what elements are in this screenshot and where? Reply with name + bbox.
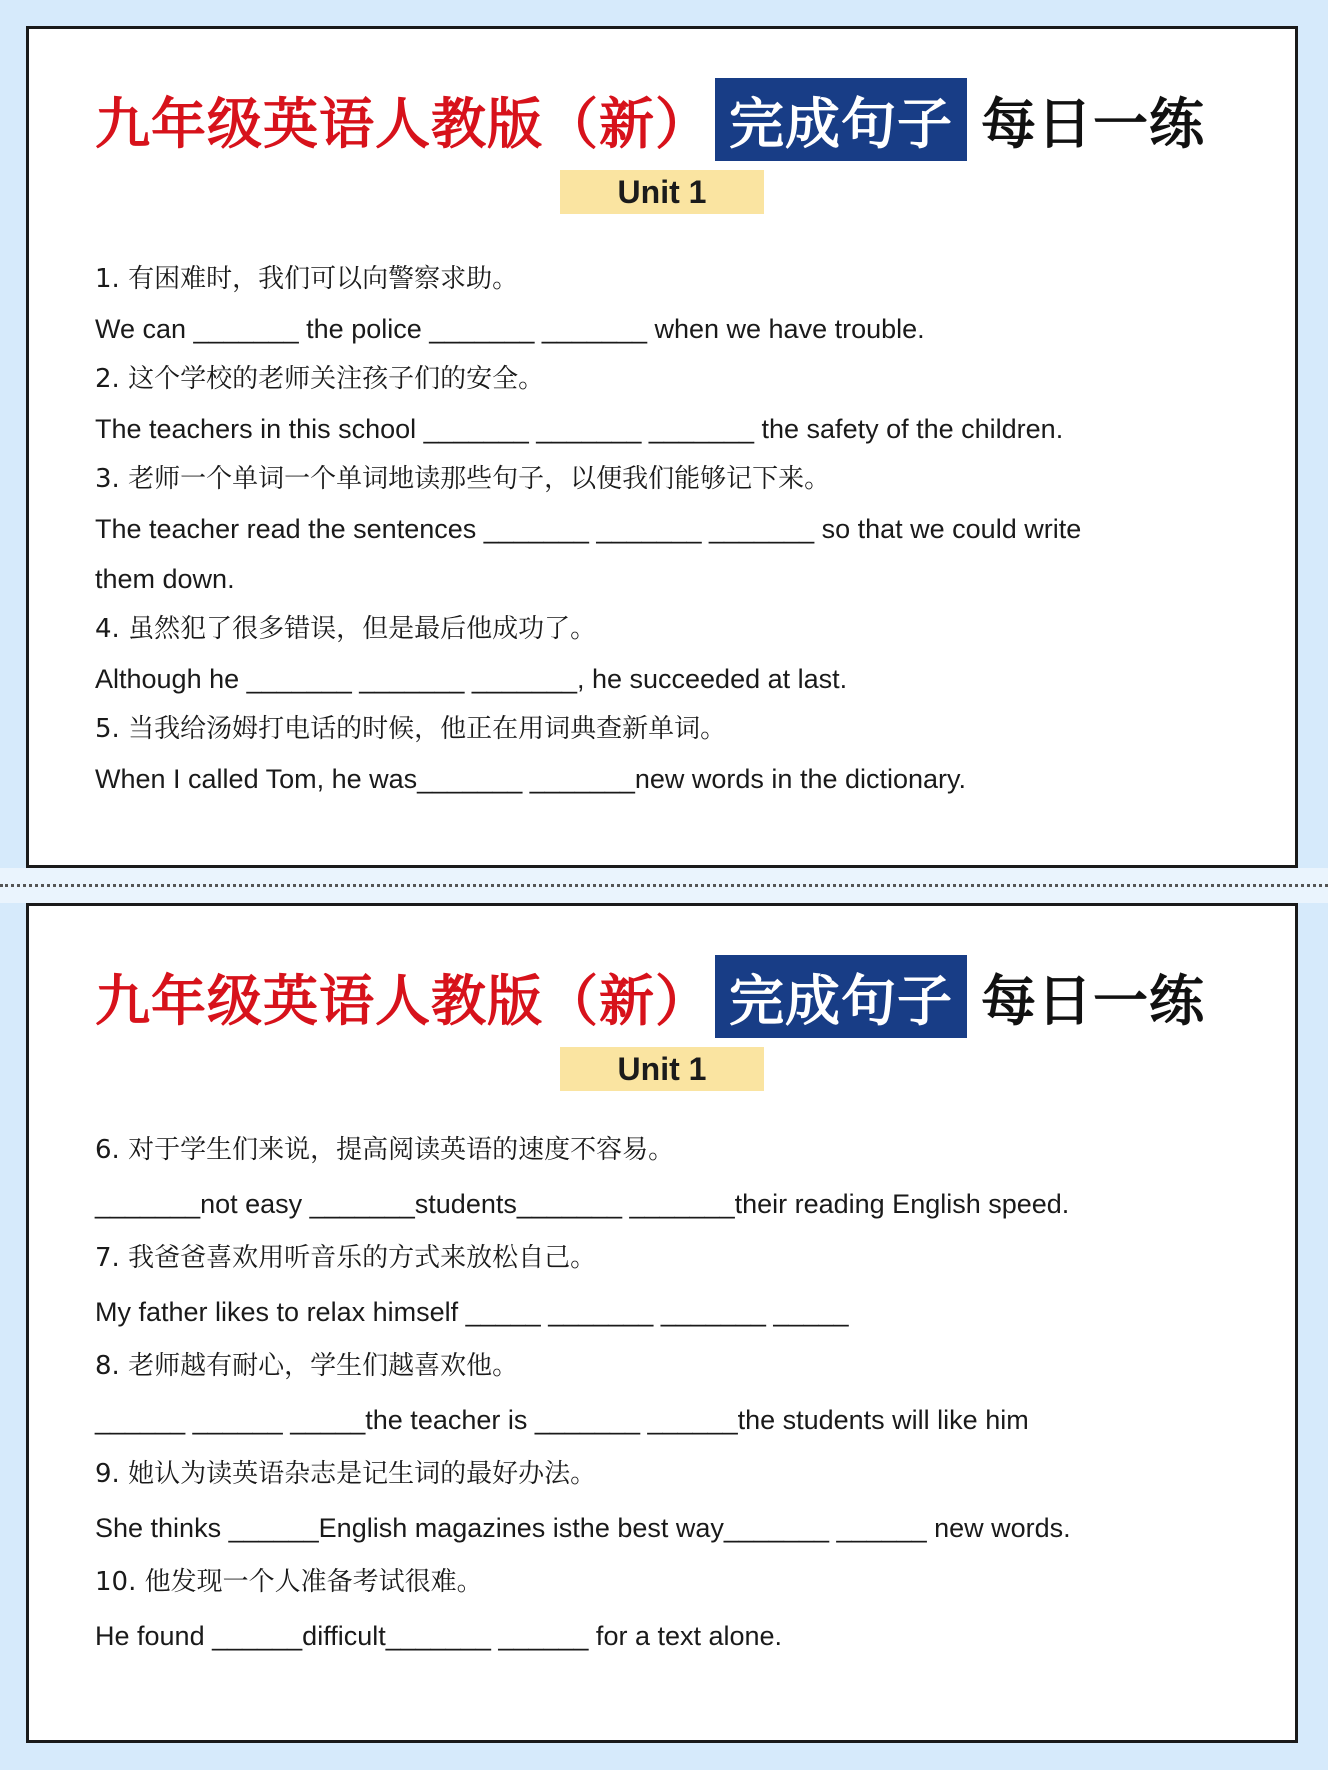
question-prompt: 5. 当我给汤姆打电话的时候，他正在用词典查新单词。 <box>95 714 727 744</box>
question-sentence: _______not easy _______students_______ _______their reading English speed. <box>95 1189 1070 1219</box>
title-red-text: 九年级英语人教版（新） <box>95 91 712 156</box>
question-sentence: The teacher read the sentences _______ _______ _______ so that we could write <box>95 514 1082 544</box>
worksheet-card-1 <box>26 26 1298 868</box>
worksheet-title <box>95 958 1205 1034</box>
dotted-divider-line <box>0 884 1328 887</box>
question-sentence: He found ______difficult_______ ______ for a text alone. <box>95 1621 783 1651</box>
question-prompt: 8. 老师越有耐心，学生们越喜欢他。 <box>95 1351 519 1381</box>
question-list <box>95 1123 1255 1663</box>
question-prompt: 10. 他发现一个人准备考试很难。 <box>95 1567 483 1597</box>
question-prompt: 1. 有困难时，我们可以向警察求助。 <box>95 264 519 294</box>
question-sentence: We can _______ the police _______ _______ when we have trouble. <box>95 314 925 344</box>
question-prompt: 4. 虽然犯了很多错误，但是最后他成功了。 <box>95 614 597 644</box>
worksheet-title <box>95 81 1205 157</box>
unit-badge: Unit 1 <box>560 1047 764 1091</box>
question-prompt: 6. 对于学生们来说，提高阅读英语的速度不容易。 <box>95 1135 675 1165</box>
question-sentence: them down. <box>95 564 235 594</box>
title-black-text: 每日一练 <box>981 91 1206 156</box>
title-highlight-text: 完成句子 <box>715 78 967 161</box>
question-sentence: The teachers in this school _______ _______ _______ the safety of the children. <box>95 414 1064 444</box>
question-list <box>95 254 1255 804</box>
unit-badge: Unit 1 <box>560 170 764 214</box>
question-sentence: When I called Tom, he was_______ _______new words in the dictionary. <box>95 764 967 794</box>
question-sentence: She thinks ______English magazines isthe best way_______ ______ new words. <box>95 1513 1071 1543</box>
question-prompt: 2. 这个学校的老师关注孩子们的安全。 <box>95 364 545 394</box>
question-prompt: 3. 老师一个单词一个单词地读那些句子，以便我们能够记下来。 <box>95 464 831 494</box>
question-sentence: ______ ______ _____the teacher is _______ ______the students will like him <box>95 1405 1029 1435</box>
question-prompt: 7. 我爸爸喜欢用听音乐的方式来放松自己。 <box>95 1243 597 1273</box>
title-highlight-text: 完成句子 <box>715 955 967 1038</box>
question-sentence: My father likes to relax himself _____ _______ _______ _____ <box>95 1297 849 1327</box>
question-prompt: 9. 她认为读英语杂志是记生词的最好办法。 <box>95 1459 597 1489</box>
title-black-text: 每日一练 <box>981 968 1206 1033</box>
worksheet-card-2 <box>26 903 1298 1743</box>
title-red-text: 九年级英语人教版（新） <box>95 968 712 1033</box>
question-sentence: Although he _______ _______ _______, he succeeded at last. <box>95 664 848 694</box>
